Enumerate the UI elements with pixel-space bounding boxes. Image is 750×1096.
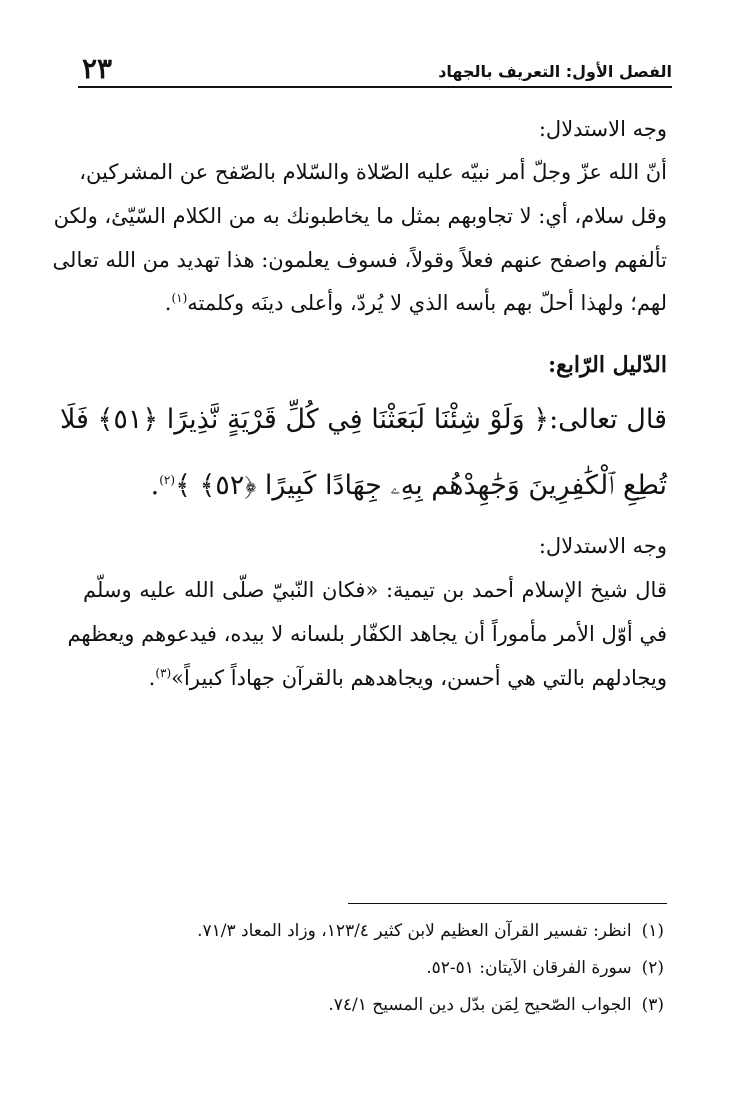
- paragraph-1-line-1: أنّ الله عزّ وجلّ أمر نبيّه عليه الصّلاة والسّلام بالصّفح عن المشركين،: [79, 160, 667, 184]
- footnote-number: (٢): [641, 958, 664, 978]
- footnote-number: (١): [641, 921, 664, 941]
- footnote-number: (٣): [641, 995, 664, 1015]
- footnote-ref-1[interactable]: (١): [171, 291, 188, 305]
- header-rule: [78, 86, 672, 88]
- paragraph-1-line-2: وقل سلام، أي: لا تجاوبهم بمثل ما يخاطبونك به من الكلام السّيّئ، ولكن: [53, 204, 667, 228]
- page-number: ٢٣: [82, 52, 113, 85]
- footnote-ref-2[interactable]: (٢): [159, 473, 176, 487]
- footnote-separator: [348, 903, 667, 904]
- section-heading-1: وجه الاستدلال:: [538, 117, 667, 141]
- footnote-2: [426, 958, 664, 978]
- paragraph-2-line-3: ويجادلهم بالتي هي أحسن، ويجاهدهم بالقرآن جهاداً كبيراً»$^{(٣)}$.: [148, 666, 667, 690]
- section-heading-2: الدّليل الرّابع:: [547, 352, 667, 378]
- paragraph-1-line-3: تألفهم واصفح عنهم فعلاً وقولاً، فسوف يعلمون: هذا تهديد من الله تعالى: [52, 248, 667, 272]
- chapter-title: الفصل الأول: التعريف بالجهاد: [438, 62, 672, 81]
- footnote-1: [197, 921, 664, 941]
- quran-verse-line-2: تُطِعِ ٱلْكَٰفِرِينَ وَجَٰهِدْهُم بِهِۦ جِهَادًا كَبِيرًا ﴿٥٢﴾ ﴾$^{(٢)}$.: [150, 470, 667, 501]
- footnote-text: انظر: تفسير القرآن العظيم لابن كثير ١٢٣/٤، وزاد المعاد ٧١/٣.: [197, 921, 632, 941]
- paragraph-2-line-1: قال شيخ الإسلام أحمد بن تيمية: «فكان النّبيّ صلّى الله عليه وسلّم: [83, 578, 667, 602]
- paragraph-2-line-2: في أوّل الأمر مأموراً أن يجاهد الكفّار بلسانه لا بيده، فيدعوهم ويعظهم: [67, 622, 667, 646]
- paragraph-1-line-4: لهم؛ ولهذا أحلّ بهم بأسه الذي لا يُردّ، وأعلى دينَه وكلمته$^{(١)}$.: [164, 291, 667, 315]
- footnote-text: سورة الفرقان الآيتان: ٥١-٥٢.: [426, 958, 632, 978]
- footnote-3: [328, 995, 664, 1015]
- footnote-ref-3[interactable]: (٣): [155, 666, 172, 680]
- section-heading-3: وجه الاستدلال:: [538, 534, 667, 558]
- footnote-text: الجواب الصّحيح لِمَن بدّل دين المسيح ٧٤/١.: [328, 995, 632, 1015]
- running-header: [78, 52, 672, 84]
- quran-verse-line-1: قال تعالى:﴿ وَلَوْ شِئْنَا لَبَعَثْنَا فِي كُلِّ قَرْيَةٍ نَّذِيرًا ﴿٥١﴾ فَلَا: [59, 404, 667, 435]
